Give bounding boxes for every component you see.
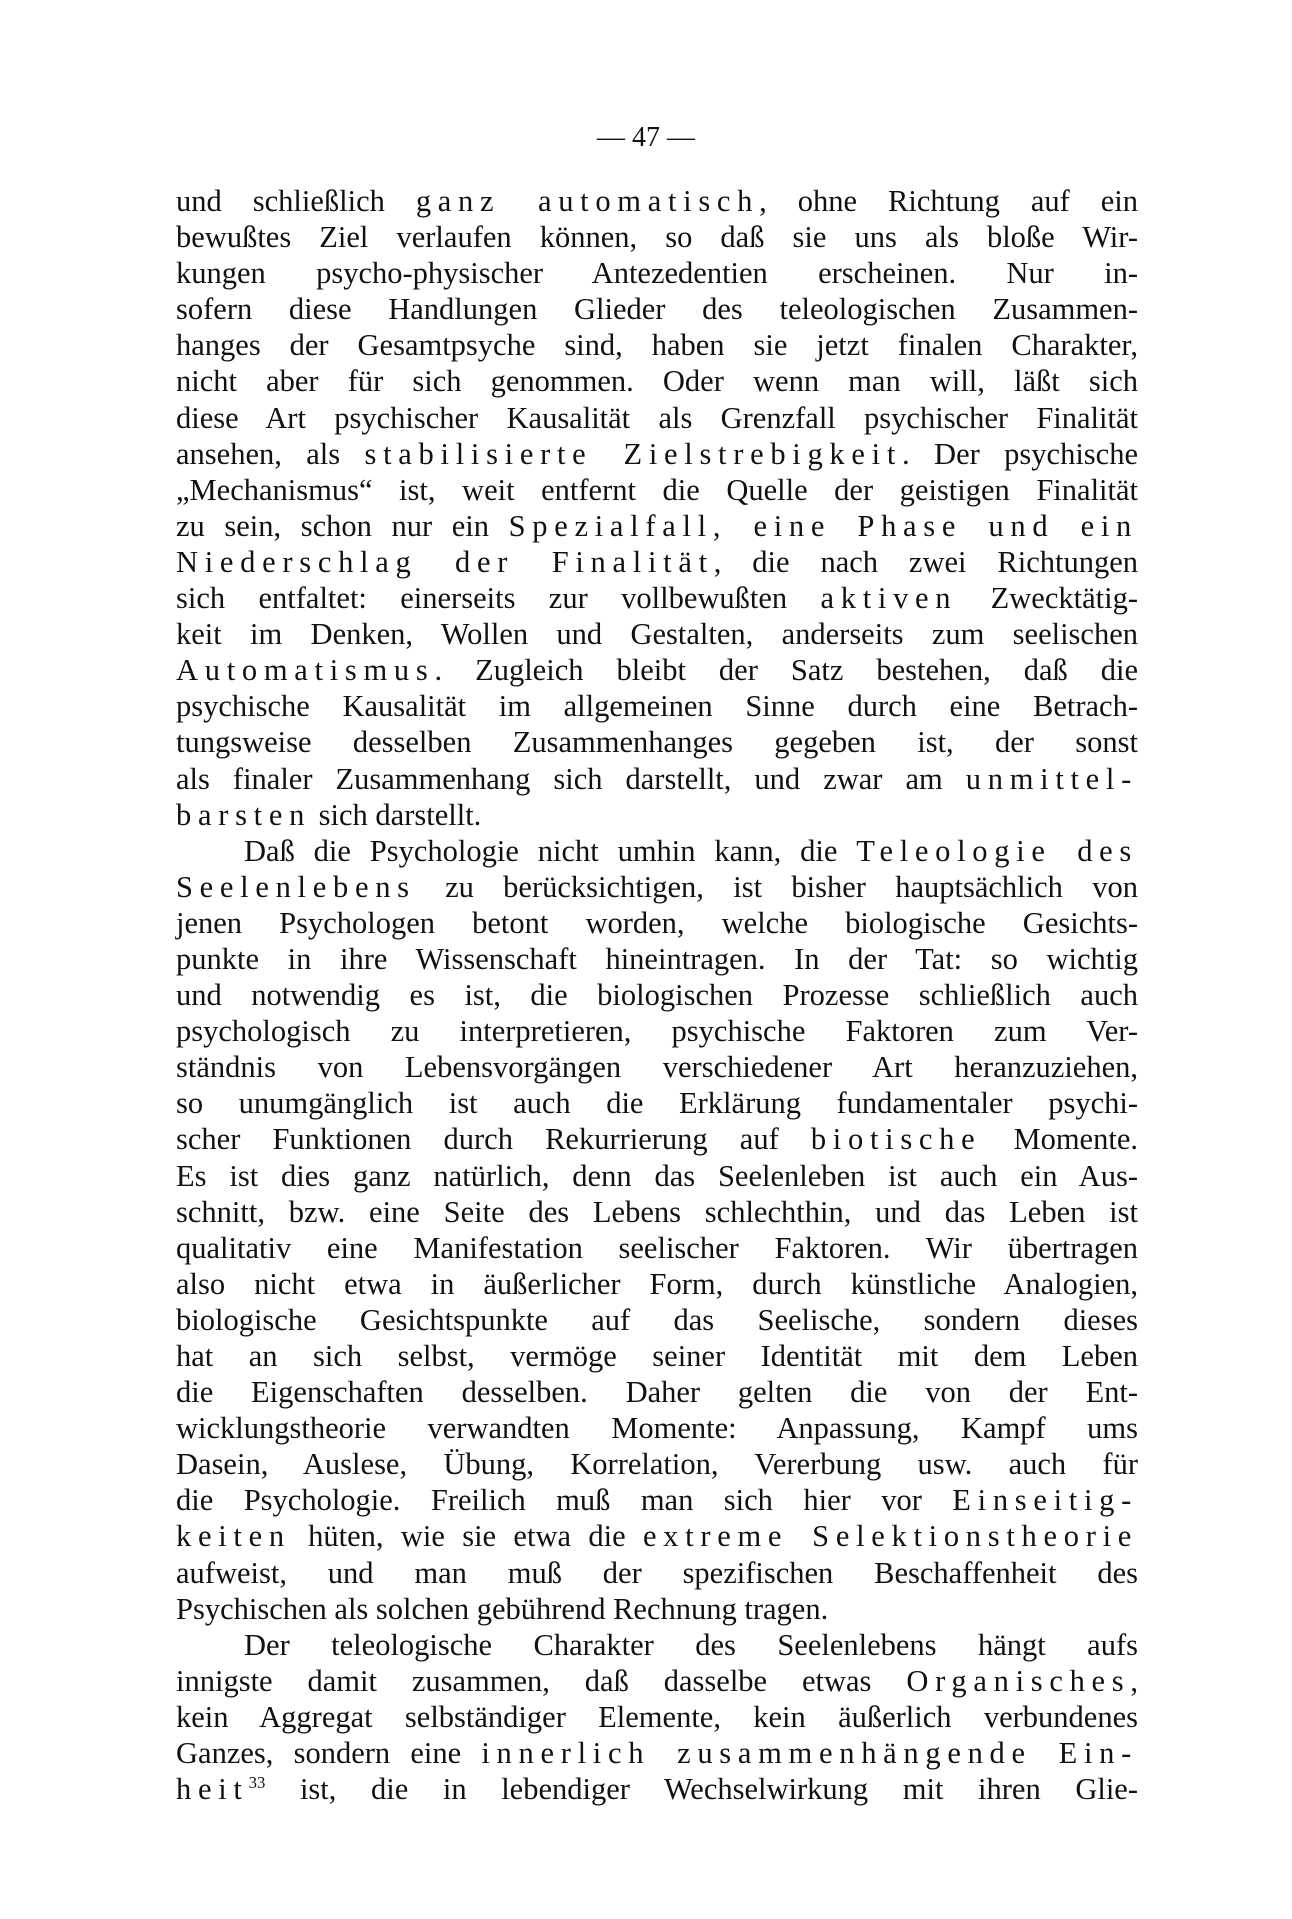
text-run: und notwendig es ist, die biologischen Prozesse schließlich auch bbox=[176, 978, 1138, 1013]
spaced-emphasis: extreme Selektionstheorie bbox=[642, 1519, 1138, 1554]
text-line bbox=[176, 363, 1138, 399]
text-run: Momente. bbox=[981, 1122, 1138, 1157]
text-run: kungen psycho-physischer Antezedentien erscheinen. Nur in- bbox=[176, 256, 1138, 291]
text-line bbox=[176, 580, 1138, 616]
text-line bbox=[176, 1230, 1138, 1266]
text-run: wicklungstheorie verwandten Momente: Anpassung, Kampf ums bbox=[176, 1411, 1138, 1446]
text-run: Psychischen als solchen gebührend Rechnung tragen. bbox=[176, 1591, 829, 1626]
text-line bbox=[176, 544, 1138, 580]
text-line bbox=[176, 255, 1138, 291]
text-run: , ohne Richtung auf ein bbox=[759, 184, 1138, 218]
text-run: Dasein, Auslese, Übung, Korrelation, Vererbung usw. auch für bbox=[176, 1447, 1138, 1482]
text-run: zu berücksichtigen, ist bisher hauptsächlich von bbox=[415, 869, 1138, 904]
text-line bbox=[176, 1410, 1138, 1446]
text-run: Ganzes, sondern eine bbox=[176, 1736, 482, 1771]
spaced-emphasis: keiten bbox=[176, 1519, 291, 1554]
text-line bbox=[176, 1194, 1138, 1230]
text-run: tungsweise desselben Zusammenhanges gegeben ist, der sonst bbox=[176, 725, 1138, 760]
text-run: zu sein, schon nur ein bbox=[176, 508, 509, 543]
text-line bbox=[176, 1302, 1138, 1338]
text-run: Es ist dies ganz natürlich, denn das Seelenleben ist auch ein Aus- bbox=[176, 1158, 1138, 1193]
text-line bbox=[176, 219, 1138, 255]
text-line bbox=[176, 1627, 1138, 1663]
text-line bbox=[176, 1085, 1138, 1121]
text-run: ist, die in lebendiger Wechselwirkung mit ihren Glie- bbox=[265, 1772, 1138, 1807]
text-line bbox=[176, 1446, 1138, 1482]
text-run: punkte in ihre Wissenschaft hineintragen. In der Tat: so wichtig bbox=[176, 941, 1138, 976]
text-run: qualitativ eine Manifestation seelischer Faktoren. Wir übertragen bbox=[176, 1230, 1138, 1265]
text-run: die Psychologie. Freilich muß man sich hier vor bbox=[176, 1483, 953, 1518]
spaced-emphasis: ganz automatisch bbox=[415, 184, 760, 218]
text-run: hüten, wie sie etwa die bbox=[290, 1519, 643, 1554]
text-line bbox=[176, 400, 1138, 436]
text-run: jenen Psychologen betont worden, welche biologische Gesichts- bbox=[176, 905, 1138, 940]
spaced-emphasis: heit bbox=[176, 1772, 249, 1807]
text-line bbox=[176, 905, 1138, 941]
footnote-ref: 33 bbox=[248, 1772, 266, 1792]
spaced-emphasis: Organisches bbox=[906, 1663, 1131, 1698]
text-run: „Mechanismus“ ist, weit entfernt die Quelle der geistigen Finalität bbox=[176, 472, 1138, 507]
text-run: hat an sich selbst, vermöge seiner Identität mit dem Leben bbox=[176, 1339, 1138, 1373]
text-run: bewußtes Ziel verlaufen können, so daß sie uns als bloße Wir- bbox=[176, 220, 1138, 255]
text-line bbox=[176, 761, 1138, 797]
spaced-emphasis: Einseitig- bbox=[952, 1483, 1138, 1518]
spaced-emphasis: Teleologie des bbox=[856, 833, 1138, 868]
text-line bbox=[176, 327, 1138, 363]
text-line bbox=[176, 616, 1138, 652]
text-run: kein Aggregat selbständiger Elemente, kein äußerlich verbundenes bbox=[176, 1699, 1138, 1734]
text-line bbox=[176, 1555, 1138, 1591]
text-run: sich entfaltet: einerseits zur vollbewußten bbox=[176, 581, 821, 616]
text-line bbox=[176, 869, 1138, 905]
text-line bbox=[176, 183, 1138, 219]
text-line bbox=[176, 1663, 1138, 1699]
text-run: innigste damit zusammen, daß dasselbe etwas bbox=[176, 1663, 907, 1698]
text-run: die Eigenschaften desselben. Daher gelten die von der Ent- bbox=[176, 1375, 1138, 1410]
spaced-emphasis: unmittel- bbox=[965, 761, 1138, 796]
text-line bbox=[176, 472, 1138, 508]
text-run: ständnis von Lebensvorgängen verschiedener Art heranzuziehen, bbox=[176, 1050, 1138, 1085]
text-line bbox=[176, 1518, 1138, 1554]
text-line bbox=[176, 1266, 1138, 1302]
spaced-emphasis: stabilisierte Zielstrebigkeit bbox=[364, 436, 903, 471]
text-line bbox=[176, 688, 1138, 724]
text-run: diese Art psychischer Kausalität als Grenzfall psychischer Finalität bbox=[176, 400, 1138, 435]
text-line bbox=[176, 1735, 1138, 1771]
text-line bbox=[176, 1049, 1138, 1085]
text-line bbox=[176, 1338, 1138, 1374]
text-run: sofern diese Handlungen Glieder des teleologischen Zusammen- bbox=[176, 292, 1138, 327]
text-line bbox=[176, 291, 1138, 327]
text-line bbox=[176, 977, 1138, 1013]
text-line bbox=[176, 797, 1138, 833]
text-run: psychologisch zu interpretieren, psychische Faktoren zum Ver- bbox=[176, 1014, 1138, 1049]
spaced-emphasis: biotische bbox=[810, 1122, 982, 1157]
spaced-emphasis: barsten bbox=[176, 797, 312, 832]
text-run: . Der psychische bbox=[902, 436, 1138, 471]
text-line bbox=[176, 1013, 1138, 1049]
body-text bbox=[176, 183, 1138, 1807]
text-run: , bbox=[1130, 1663, 1138, 1698]
text-run: also nicht etwa in äußerlicher Form, durch künstliche Analogien, bbox=[176, 1266, 1138, 1301]
text-run: biologische Gesichtspunkte auf das Seelische, sondern dieses bbox=[176, 1302, 1138, 1337]
spaced-emphasis: Spezialfall, eine Phase und ein bbox=[508, 508, 1139, 543]
spaced-emphasis: aktiven bbox=[820, 581, 958, 616]
text-run: Zwecktätig- bbox=[957, 581, 1138, 616]
spaced-emphasis: Seelenlebens bbox=[176, 869, 416, 904]
text-line bbox=[176, 724, 1138, 760]
text-line bbox=[176, 1699, 1138, 1735]
text-run: aufweist, und man muß der spezifischen Beschaffenheit des bbox=[176, 1555, 1138, 1590]
text-run: sich darstellt. bbox=[311, 797, 482, 832]
text-run: als finaler Zusammenhang sich darstellt, und zwar am bbox=[176, 761, 966, 796]
spaced-emphasis: Niederschlag der Finalität bbox=[176, 544, 714, 579]
spaced-emphasis: Automatismus bbox=[176, 653, 435, 688]
text-line bbox=[176, 1121, 1138, 1157]
text-line bbox=[176, 508, 1138, 544]
text-run: keit im Denken, Wollen und Gestalten, anderseits zum seelischen bbox=[176, 617, 1138, 652]
text-run: . Zugleich bleibt der Satz bestehen, daß die bbox=[434, 653, 1138, 688]
text-run: hanges der Gesamtpsyche sind, haben sie jetzt finalen Charakter, bbox=[176, 328, 1138, 363]
text-run: und schließlich bbox=[176, 184, 416, 218]
text-run: schnitt, bzw. eine Seite des Lebens schlechthin, und das Leben ist bbox=[176, 1194, 1138, 1229]
text-run: ansehen, als bbox=[176, 436, 365, 471]
text-line bbox=[176, 941, 1138, 977]
text-line bbox=[176, 436, 1138, 472]
text-line bbox=[176, 833, 1138, 869]
text-run: so unumgänglich ist auch die Erklärung fundamentaler psychi- bbox=[176, 1086, 1138, 1121]
text-line bbox=[176, 1158, 1138, 1194]
text-run: nicht aber für sich genommen. Oder wenn man will, läßt sich bbox=[176, 364, 1138, 399]
text-line bbox=[176, 1482, 1138, 1518]
text-line bbox=[176, 1771, 1138, 1807]
text-run: Daß die Psychologie nicht umhin kann, die bbox=[244, 833, 857, 868]
text-line bbox=[176, 1374, 1138, 1410]
text-run: Der teleologische Charakter des Seelenlebens hängt aufs bbox=[244, 1627, 1138, 1662]
spaced-emphasis: innerlich zusammenhängende Ein- bbox=[481, 1736, 1139, 1771]
text-line bbox=[176, 1591, 1138, 1627]
page-number: — 47 — bbox=[597, 122, 695, 153]
text-line bbox=[176, 652, 1138, 688]
text-run: scher Funktionen durch Rekurrierung auf bbox=[176, 1122, 811, 1157]
text-run: psychische Kausalität im allgemeinen Sinne durch eine Betrach- bbox=[176, 689, 1138, 724]
text-run: , die nach zwei Richtungen bbox=[713, 544, 1139, 579]
